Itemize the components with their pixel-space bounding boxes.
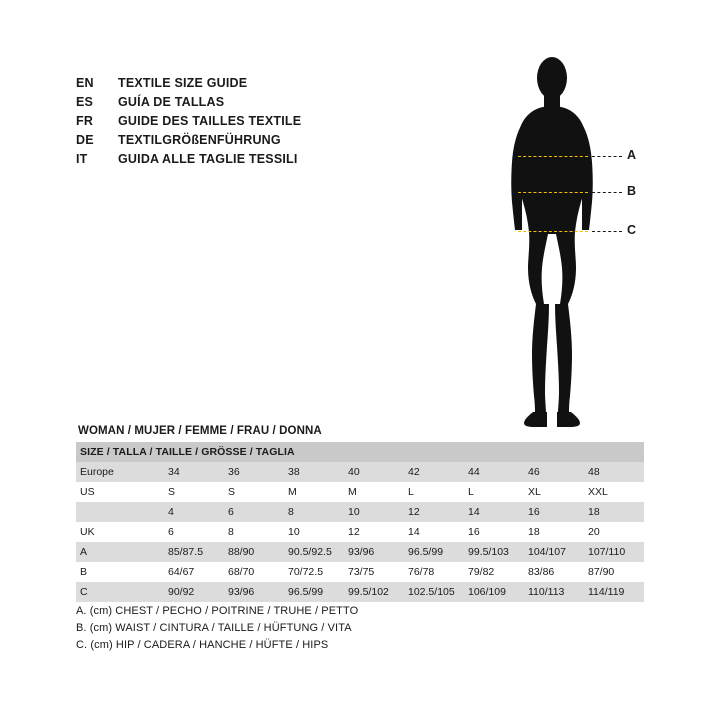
size-table-section: [76, 425, 644, 602]
measure-label-a: A: [627, 148, 637, 162]
cell: 40: [348, 466, 360, 478]
cell: 6: [168, 526, 174, 538]
size-table: [76, 442, 644, 602]
cell: 73/75: [348, 566, 375, 578]
cell: 85/87.5: [168, 546, 204, 558]
cell: 107/110: [588, 546, 626, 558]
cell: 99.5/103: [468, 546, 509, 558]
cell: 106/109: [468, 586, 506, 598]
table-row: [76, 462, 644, 482]
title-text-es: GUÍA DE TALLAS: [118, 95, 225, 109]
table-row: [76, 542, 644, 562]
measure-line-a: [518, 156, 588, 157]
row-label: A: [80, 546, 88, 558]
cell: M: [288, 486, 297, 498]
measure-label-b: B: [627, 184, 637, 198]
cell: 16: [468, 526, 480, 538]
row-label: US: [80, 486, 95, 498]
row-label: [76, 502, 164, 522]
cell: 38: [288, 466, 300, 478]
title-lang-es: ES: [76, 95, 94, 109]
cell: 110/113: [528, 586, 565, 598]
cell: 18: [528, 526, 540, 538]
cell: 34: [168, 466, 180, 478]
cell: 104/107: [528, 546, 566, 558]
cell: 10: [288, 526, 300, 538]
cell: L: [468, 486, 474, 498]
cell: M: [348, 486, 357, 498]
title-text-it: GUIDA ALLE TAGLIE TESSILI: [118, 152, 298, 166]
row-label: UK: [80, 526, 95, 538]
cell: 46: [528, 466, 540, 478]
title-text-en: TEXTILE SIZE GUIDE: [118, 76, 248, 90]
title-lang-it: IT: [76, 152, 88, 166]
title-row-es: [76, 93, 456, 112]
table-row: [76, 502, 644, 522]
cell: 16: [528, 506, 540, 518]
table-caption: WOMAN / MUJER / FEMME / FRAU / DONNA: [78, 425, 322, 437]
footnote-c: C. (cm) HIP / CADERA / HANCHE / HÜFTE / HIPS: [76, 639, 329, 651]
cell: 6: [228, 506, 234, 518]
cell: S: [168, 486, 176, 498]
cell: 64/67: [168, 566, 195, 578]
cell: 42: [408, 466, 420, 478]
cell: 96.5/99: [288, 586, 324, 598]
measure-line-a-extension: [592, 156, 622, 157]
cell: 79/82: [468, 566, 495, 578]
title-text-fr: GUIDE DES TAILLES TEXTILE: [118, 114, 302, 128]
measure-line-b-extension: [592, 192, 622, 193]
cell: 36: [228, 466, 240, 478]
cell: 4: [168, 506, 174, 518]
cell: 96.5/99: [408, 546, 444, 558]
table-row: [76, 522, 644, 542]
title-row-it: [76, 150, 456, 169]
cell: 114/119: [588, 586, 625, 598]
cell: 14: [468, 506, 480, 518]
woman-silhouette-icon: [470, 52, 650, 432]
table-row: [76, 582, 644, 602]
title-lang-de: DE: [76, 133, 94, 147]
cell: 88/90: [228, 546, 255, 558]
cell: 20: [588, 526, 600, 538]
cell: L: [408, 486, 414, 498]
cell: 44: [468, 466, 480, 478]
cell: 102.5/105: [408, 586, 455, 598]
cell: 90.5/92.5: [288, 546, 332, 558]
footnote-b: B. (cm) WAIST / CINTURA / TAILLE / HÜFTUNG / VITA: [76, 622, 352, 634]
figure-woman-silhouette: [470, 52, 650, 432]
cell: 8: [288, 506, 294, 518]
measure-line-c: [518, 231, 588, 232]
cell: 8: [228, 526, 234, 538]
title-text-de: TEXTILGRÖßENFÜHRUNG: [118, 133, 281, 147]
cell: 90/92: [168, 586, 195, 598]
cell: S: [228, 486, 236, 498]
cell: 93/96: [348, 546, 375, 558]
cell: 10: [348, 506, 360, 518]
cell: 48: [588, 466, 600, 478]
measure-line-b: [518, 192, 588, 193]
footnotes: [76, 603, 576, 654]
measure-line-c-extension: [592, 231, 622, 232]
title-block: [76, 74, 456, 169]
measure-label-c: C: [627, 223, 637, 237]
cell: 70/72.5: [288, 566, 324, 578]
cell: 18: [588, 506, 600, 518]
cell: 87/90: [588, 566, 615, 578]
row-label: B: [80, 566, 88, 578]
cell: 12: [408, 506, 420, 518]
cell: 12: [348, 526, 360, 538]
cell: 68/70: [228, 566, 255, 578]
title-row-en: [76, 74, 456, 93]
title-lang-fr: FR: [76, 114, 94, 128]
table-row: [76, 562, 644, 582]
table-row: [76, 482, 644, 502]
title-row-de: [76, 131, 456, 150]
cell: 93/96: [228, 586, 255, 598]
row-label: C: [80, 586, 88, 598]
cell: 83/86: [528, 566, 555, 578]
table-header-label: SIZE / TALLA / TAILLE / GRÖSSE / TAGLIA: [80, 446, 295, 458]
row-label: Europe: [80, 466, 114, 478]
table-header-row: [76, 442, 644, 462]
footnote-a: A. (cm) CHEST / PECHO / POITRINE / TRUHE / PETTO: [76, 605, 359, 617]
cell: XL: [528, 486, 541, 498]
title-lang-en: EN: [76, 76, 94, 90]
cell: 99.5/102: [348, 586, 389, 598]
cell: 76/78: [408, 566, 435, 578]
cell: 14: [408, 526, 420, 538]
cell: XXL: [588, 486, 608, 498]
title-row-fr: [76, 112, 456, 131]
